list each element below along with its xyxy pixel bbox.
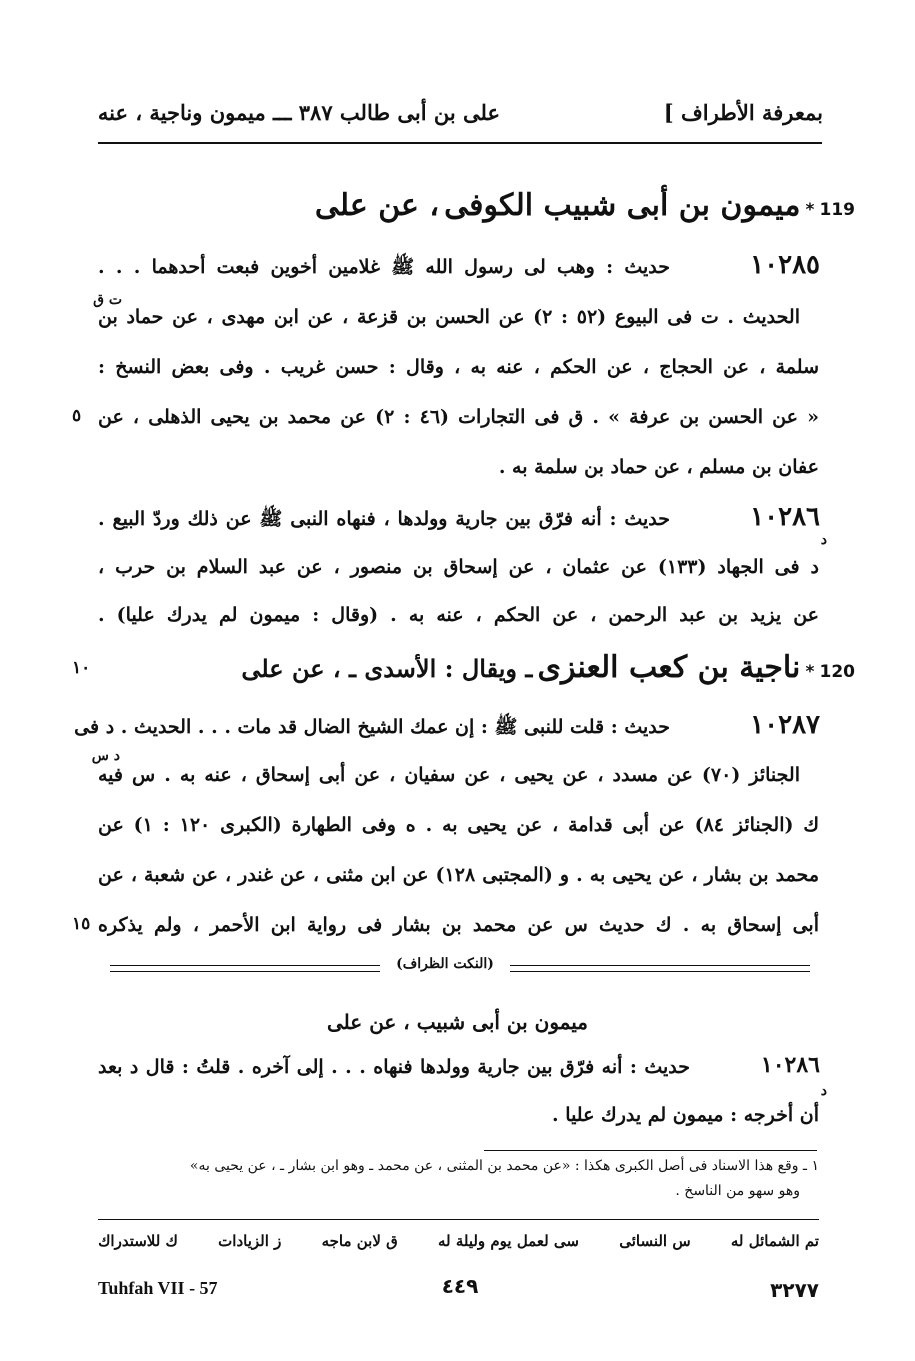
divider-rule-right — [510, 965, 810, 972]
entry-suffix: ، عن على — [314, 188, 440, 223]
page-number: ٤٤٩ — [441, 1274, 479, 1298]
hadith-line: ك (الجنائز ٨٤) عن أبى قدامة ، عن يحيى به . ه وفى الطهارة (الكبرى ١٢٠ : ١) عن — [98, 814, 819, 836]
header-center-title: على بن أبى طالب ٣٨٧ ـــ ميمون وناجية ، عنه — [97, 100, 500, 125]
entry-star: * — [805, 662, 815, 682]
hadith-line: حديث : قلت للنبى ﷺ : إن عمك الشيخ الضال قد مات . . . الحديث . د فى — [74, 716, 670, 738]
entry-title: ميمون بن أبى شبيب الكوفى — [444, 188, 801, 223]
section-divider-label: (النكت الظراف) — [396, 956, 494, 972]
abbreviations-legend — [98, 1232, 819, 1250]
hadith-line: عن يزيد بن عبد الرحمن ، عن الحكم ، عنه به . (وقال : ميمون لم يدرك عليا) . — [98, 604, 819, 626]
header-rule — [98, 142, 822, 144]
footnote-line: ١ ـ وقع هذا الاسناد فى أصل الكبرى هكذا : «عن محمد بن المثنى ، عن محمد ـ وهو ابن بشار ـ ، عن يحيى به» — [189, 1158, 819, 1174]
siglum-margin: د — [820, 532, 827, 548]
divider-rule-left — [110, 965, 380, 972]
abbreviation-item: ز الزيادات — [218, 1232, 282, 1250]
hadith-line: أبى إسحاق به . ك حديث س عن محمد بن بشار فى رواية ابن الأحمر ، ولم يذكره — [98, 914, 819, 936]
entry-number: 119 — [819, 200, 855, 220]
hadith-line: د فى الجهاد (١٣٣) عن عثمان ، عن إسحاق بن منصور ، عن عبد السلام بن حرب ، — [98, 556, 820, 578]
abbreviation-item: سى لعمل يوم وليلة له — [437, 1232, 579, 1250]
entry-title: ناجية بن كعب العنزى — [537, 650, 801, 685]
nukat-heading: ميمون بن أبى شبيب ، عن على — [327, 1010, 588, 1034]
hadith-line: حديث : وهب لى رسول الله ﷺ غلامين أخوين فبعت أحدهما . . . — [98, 256, 670, 278]
abbreviation-item: تم الشمائل له — [730, 1232, 819, 1250]
line-number-margin: ١٠ — [72, 658, 91, 678]
nukat-line: حديث : أنه فرّق بين جارية وولدها فنهاه . . . إلى آخره . قلتُ : قال د بعد — [98, 1056, 690, 1078]
hadith-line: حديث : أنه فرّق بين جارية وولدها ، فنهاه النبى ﷺ عن ذلك وردّ البيع . — [98, 508, 670, 530]
entry-heading-120 — [241, 650, 855, 685]
hadith-line: عفان بن مسلم ، عن حماد بن سلمة به . — [498, 456, 819, 478]
entry-suffix: ـ ويقال : الأسدى ـ ، عن على — [241, 654, 533, 683]
hadith-number: ١٠٢٨٦ — [760, 1052, 820, 1078]
abbreviation-item: ق لابن ماجه — [321, 1232, 398, 1250]
header-right-title: بمعرفة الأطراف ] — [663, 100, 823, 125]
footnote-line: وهو سهو من الناسخ . — [675, 1183, 800, 1199]
line-number-margin: ٥ — [72, 406, 82, 426]
hadith-number: ١٠٢٨٦ — [750, 502, 820, 532]
nukat-line: أن أخرجه : ميمون لم يدرك عليا . — [552, 1104, 819, 1126]
line-number-margin: ١٥ — [72, 914, 91, 934]
abbreviation-item: ك للاستدراك — [98, 1232, 178, 1250]
entry-number: 120 — [819, 662, 855, 682]
entry-star: * — [805, 200, 815, 220]
hadith-number: ١٠٢٨٧ — [750, 710, 820, 740]
siglum-margin: ت ق — [93, 292, 122, 308]
siglum-margin: د — [820, 1083, 827, 1099]
entry-heading-119 — [315, 188, 855, 223]
hadith-line: الجنائز (٧٠) عن مسدد ، عن يحيى ، عن سفيان ، عن أبى إسحاق ، عنه به . س فيه — [98, 764, 800, 786]
footer-left-label: Tuhfah VII - 57 — [98, 1278, 218, 1298]
footer-right-number: ٣٢٧٧ — [770, 1278, 819, 1302]
abbreviation-item: س النسائى — [619, 1232, 691, 1250]
bottom-rule — [98, 1219, 819, 1220]
hadith-number: ١٠٢٨٥ — [750, 250, 820, 280]
footnote-rule — [484, 1150, 817, 1151]
hadith-line: محمد بن بشار ، عن يحيى به . و (المجتبى ١٢٨) عن ابن مثنى ، عن غندر ، عن شعبة ، عن — [98, 864, 819, 886]
hadith-line: « عن الحسن بن عرفة » . ق فى التجارات (٤٦ : ٢) عن محمد بن يحيى الذهلى ، عن — [98, 406, 819, 428]
hadith-line: الحديث . ت فى البيوع (٥٢ : ٢) عن الحسن بن قزعة ، عن ابن مهدى ، عن حماد بن — [98, 306, 800, 328]
hadith-line: سلمة ، عن الحجاج ، عن الحكم ، عنه به ، وقال : حسن غريب . وفى بعض النسخ : — [98, 356, 819, 378]
siglum-margin: د س — [91, 748, 120, 764]
